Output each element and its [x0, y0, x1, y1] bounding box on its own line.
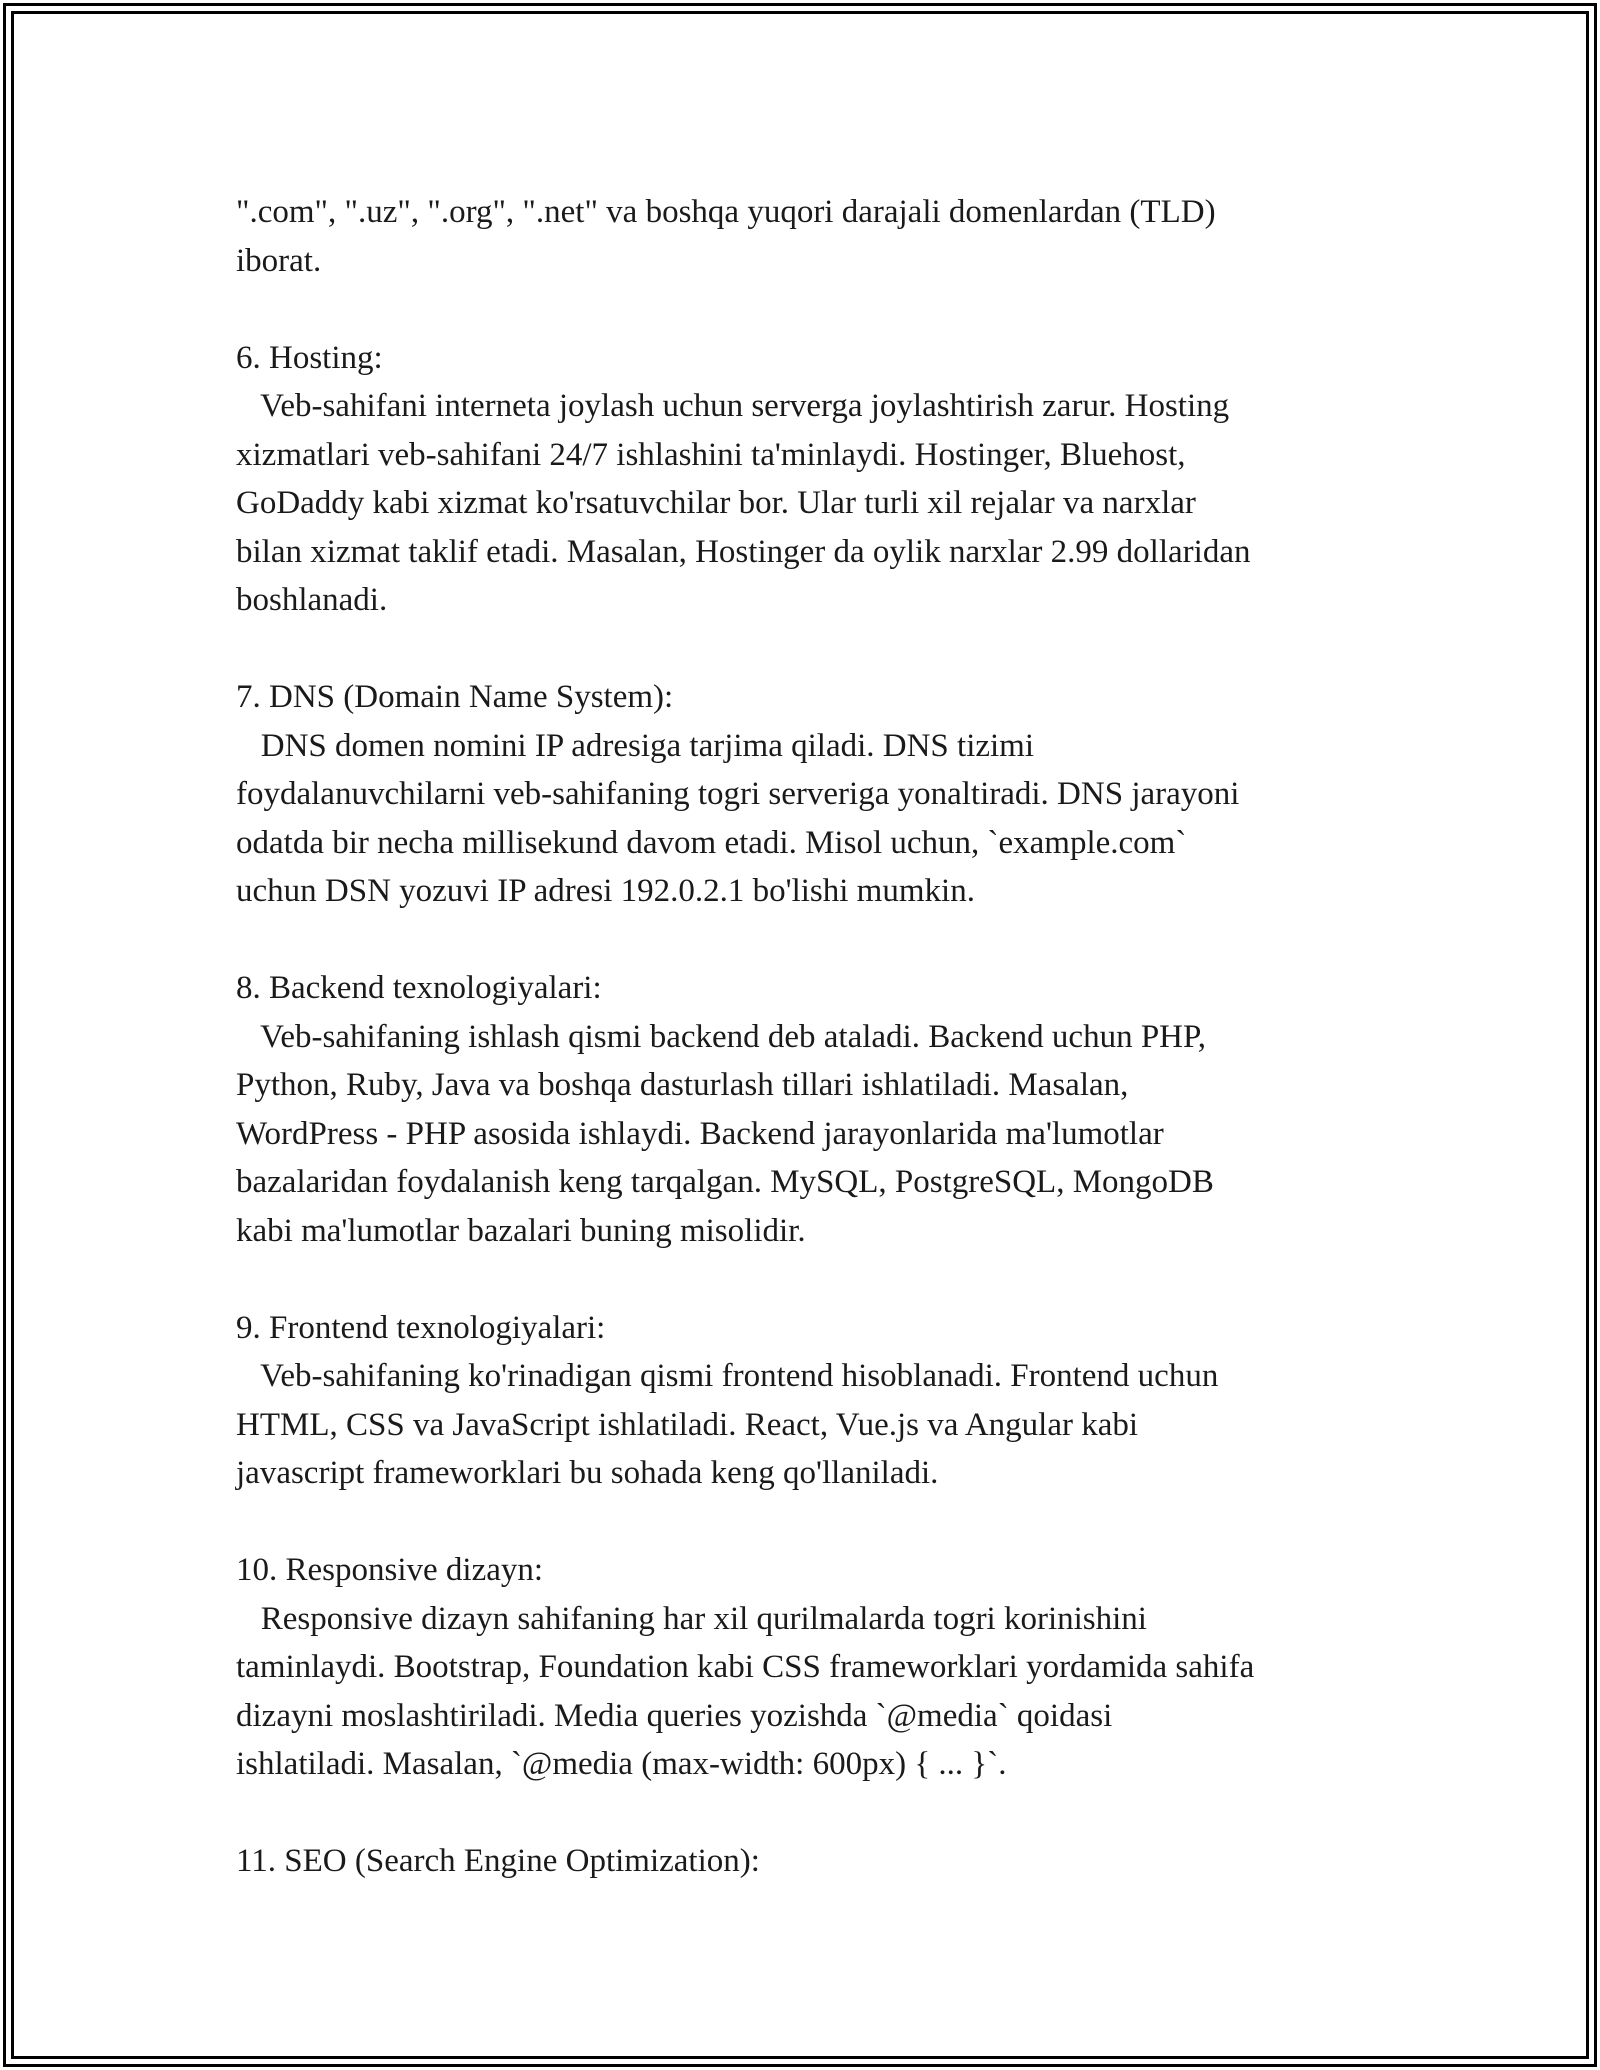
text-line: 7. DNS (Domain Name System):	[236, 679, 674, 715]
text-line: bilan xizmat taklif etadi. Masalan, Hostinger da oylik narxlar 2.99 dollaridan	[236, 533, 1251, 570]
text-line: Veb-sahifaning ishlash qismi backend deb ataladi. Backend uchun PHP,	[236, 1018, 1206, 1055]
paragraph-gap	[236, 1255, 1386, 1304]
text-line: Veb-sahifani interneta joylash uchun serverga joylashtirish zarur. Hosting	[236, 388, 1230, 424]
text-line: 10. Responsive dizayn:	[236, 1552, 544, 1588]
text-line: ishlatiladi. Masalan, `@media (max-width: 600px) { ... }`.	[236, 1746, 1007, 1782]
text-line: DNS domen nomini IP adresiga tarjima qiladi. DNS tizimi	[236, 727, 1035, 764]
paragraph-gap	[236, 1498, 1386, 1547]
text-line: GoDaddy kabi xizmat ko'rsatuvchilar bor. Ular turli xil rejalar va narxlar	[236, 485, 1196, 521]
paragraph-gap	[236, 625, 1386, 674]
text-line: 6. Hosting:	[236, 339, 383, 376]
text-line: 9. Frontend texnologiyalari:	[236, 1309, 606, 1346]
text-line: taminlaydi. Bootstrap, Foundation kabi CSS frameworklari yordamida sahifa	[236, 1649, 1255, 1685]
text-line: 8. Backend texnologiyalari:	[236, 970, 602, 1006]
text-line: Python, Ruby, Java va boshqa dasturlash tillari ishlatiladi. Masalan,	[236, 1067, 1129, 1103]
paragraph-gap	[236, 916, 1386, 965]
text-line: foydalanuvchilarni veb-sahifaning togri serveriga yonaltiradi. DNS jarayoni	[236, 776, 1240, 812]
text-line: bazalaridan foydalanish keng tarqalgan. MySQL, PostgreSQL, MongoDB	[236, 1164, 1214, 1200]
text-line: HTML, CSS va JavaScript ishlatiladi. React, Vue.js va Angular kabi	[236, 1406, 1139, 1443]
text-line: WordPress - PHP asosida ishlaydi. Backend jarayonlarida ma'lumotlar	[236, 1115, 1164, 1152]
text-line: uchun DSN yozuvi IP adresi 192.0.2.1 bo'lishi mumkin.	[236, 873, 975, 909]
text-line: boshlanadi.	[236, 582, 388, 618]
text-line: dizayni moslashtiriladi. Media queries yozishda `@media` qoidasi	[236, 1697, 1113, 1734]
text-line: xizmatlari veb-sahifani 24/7 ishlashini ta'minlaydi. Hostinger, Bluehost,	[236, 436, 1186, 473]
text-line: javascript frameworklari bu sohada keng qo'llaniladi.	[236, 1455, 939, 1491]
text-line: iborat.	[236, 242, 322, 279]
paragraph-gap	[236, 1789, 1386, 1838]
text-line: 11. SEO (Search Engine Optimization):	[236, 1843, 760, 1879]
text-line: Responsive dizayn sahifaning har xil qurilmalarda togri korinishini	[236, 1600, 1147, 1637]
text-line: odatda bir necha millisekund davom etadi. Misol uchun, `example.com`	[236, 824, 1187, 861]
text-line: kabi ma'lumotlar bazalari buning misolidir.	[236, 1212, 806, 1249]
text-line: ".com", ".uz", ".org", ".net" va boshqa yuqori darajali domenlardan (TLD)	[236, 194, 1216, 230]
document-body	[236, 188, 1386, 1886]
text-line: Veb-sahifaning ko'rinadigan qismi frontend hisoblanadi. Frontend uchun	[236, 1358, 1219, 1394]
paragraph-gap	[236, 285, 1386, 334]
